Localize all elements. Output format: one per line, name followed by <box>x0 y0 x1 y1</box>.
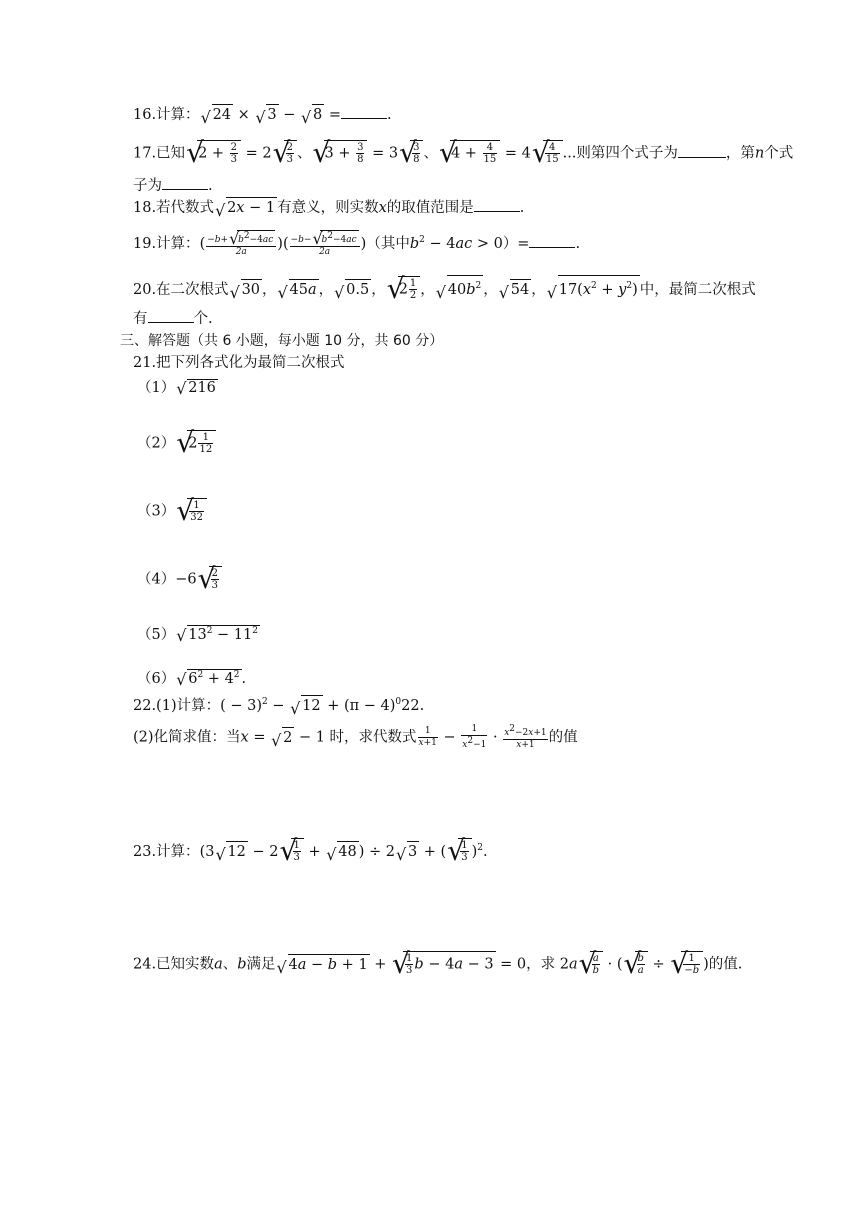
question-21: 21.把下列各式化为最简二次根式 <box>133 355 345 371</box>
answer-blank <box>162 177 208 190</box>
q24-label: 24.已知实数 <box>133 956 215 973</box>
q21-item-4: （4）−6 √ $\frac{2}{3}$ <box>137 566 222 591</box>
q17-label: 17.已知 <box>133 145 186 162</box>
q21-item-1: （1）√ 216 <box>137 376 218 397</box>
question-17: 17.已知√ 2 + $\frac{2}{3}$ = 2 √ $\frac{2}{3}$ 、√ 3 + $\frac{3}{8}$ = 3 √ $\frac{3}{8}$ 、√ 4 + $\frac{4}{15}$ = 4 √ $\frac{4}{15}$ ...则第四个式子为 ，第n个式 <box>133 140 793 165</box>
section-heading: 三、解答题（共 6 小题，每小题 10 分，共 60 分） <box>120 333 444 349</box>
answer-blank <box>148 310 194 323</box>
q20-label: 20.在二次根式 <box>133 281 229 298</box>
question-22-part2: (2)化简求值：当x = √ 2 − 1 时，求代数式 $\frac{1}{x+1}$ − $\frac{1}{x^2-1}$ · $\frac{x^2-2x+1}{x+1}$ 的值 <box>133 724 578 751</box>
question-24: 24.已知实数a、b满足√ 4a − b + 1 + √ $\frac{1}{3}$ b − 4a − 3 = 0，求 2a √ $\frac{a}{b}$ · ( √ $\frac{b}{a}$ ÷ √ $\frac{1}{-b}$ )的值. <box>133 951 742 976</box>
q21-item-3: （3） √ $\frac{1}{32}$ <box>137 498 207 523</box>
question-18: 18.若代数式√ 2x − 1 有意义，则实数x的取值范围是 . <box>133 197 524 218</box>
answer-blank <box>529 235 575 248</box>
q16-label: 16.计算： <box>133 107 200 123</box>
q19-label: 19.计算： <box>133 236 200 252</box>
answer-blank <box>341 106 387 119</box>
question-19: 19.计算：( $\frac{-b+√ b^2-4ac}{2a}$ )( $\frac{-b-√ b^2-4ac}{2a}$ )（其中$b^2 - 4ac > 0)=$ . <box>133 230 580 258</box>
answer-blank <box>474 199 520 212</box>
answer-blank <box>678 145 726 158</box>
q18-label: 18.若代数式 <box>133 200 215 216</box>
question-17-line2: 子为 . <box>133 178 213 194</box>
q21-item-5: （5）√ $13^2 - 11^2$ <box>137 623 260 644</box>
q23-label: 23.计算： <box>133 843 200 860</box>
question-22-part1: 22.(1)计算：( − 3)$^2$ − √ $12 + (\pi - 4)^022$. <box>133 692 424 716</box>
question-16: 16.计算：√ 24 × √ 3 − √ 8 = . <box>133 104 392 125</box>
q21-item-2: （2）√ 2 $\frac{1}{12}$ <box>137 430 216 455</box>
question-20-line2: 有 个. <box>133 311 213 327</box>
question-23: 23.计算：(3√ 12 − 2 √ $\frac{1}{3}$ + √ 48 ) ÷ 2√ 3 + ( √ $\frac{1}{3}$ )$^2$. <box>133 838 488 863</box>
q21-item-6: （6）√ $6^2 + 4^2$ . <box>137 667 246 688</box>
question-20: 20.在二次根式√ 30 ，√ 45a ，√ 0.5 ，√ 2 $\frac{1}{2}$ ，√ $40b^2$ ，√ 54 ，√ $17(x^2 + y^2)$ 中，最简二次根式 <box>133 275 756 301</box>
